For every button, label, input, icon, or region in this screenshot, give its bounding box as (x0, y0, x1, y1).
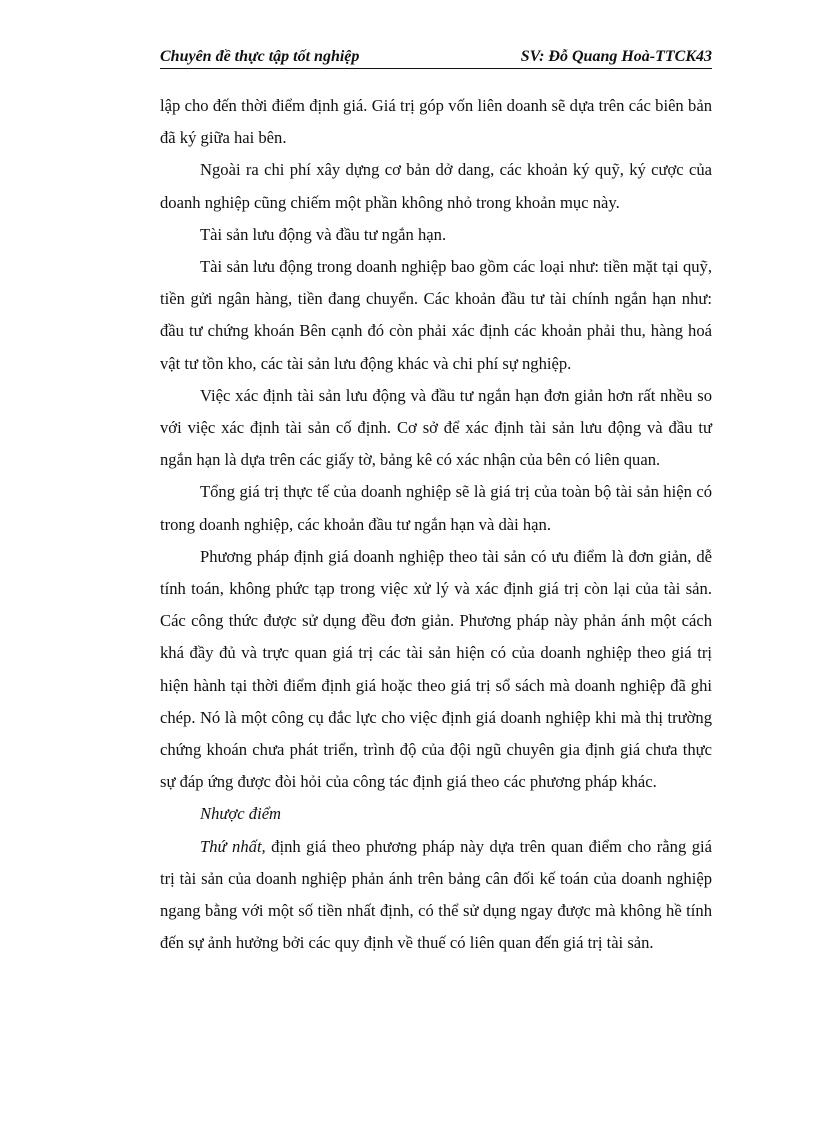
paragraph: Ngoài ra chi phí xây dựng cơ bản dở dang, các khoản ký quỹ, ký cược của doanh nghiệp cũng chiếm một phần không nhỏ trong khoản mục này. (160, 160, 712, 212)
header-student-name: SV: Đỗ Quang Hoà-TTCK43 (520, 48, 712, 65)
header-rule (160, 68, 712, 69)
paragraph: Tổng giá trị thực tế của doanh nghiệp sẽ là giá trị của toàn bộ tài sản hiện có trong doanh nghiệp, các khoản đầu tư ngắn hạn và dài hạn. (160, 482, 712, 534)
paragraph (160, 831, 712, 960)
paragraph: Phương pháp định giá doanh nghiệp theo tài sản có ưu điểm là đơn giản, dễ tính toán, không phức tạp trong việc xử lý và xác định giá trị còn lại của tài sản. Các công thức được sử dụng đều đơn giản. Phương pháp này phản ánh một cách khá đầy đủ và trực quan giá trị các tài sản hiện có của doanh nghiệp theo giá trị hiện hành tại thời điểm định giá hoặc theo giá trị sổ sách mà doanh nghiệp đã ghi chép. Nó là một công cụ đắc lực cho việc định giá doanh nghiệp khi mà thị trường chứng khoán chưa phát triển, trình độ của đội ngũ chuyên gia định giá chưa thực sự đáp ứng được đòi hỏi của công tác định giá theo các phương pháp khác. (160, 546, 712, 792)
page-header (160, 44, 712, 70)
paragraph-text: định giá theo phương pháp này dựa trên quan điểm cho rằng giá trị tài sản của doanh nghiệp phản ánh trên bảng cân đối kế toán của doanh nghiệp ngang bằng với một số tiền nhất định, có thể sử dụng ngay được mà không hề tính đến sự ảnh hưởng bởi các quy định về thuế có liên quan đến giá trị tài sản. (160, 836, 712, 953)
subheading-disadvantages: Nhược điểm (200, 804, 282, 824)
paragraph-continuation: lập cho đến thời điểm định giá. Giá trị góp vốn liên doanh sẽ dựa trên các biên bản đã ký giữa hai bên. (160, 96, 712, 148)
paragraph: Tài sản lưu động trong doanh nghiệp bao gồm các loại như: tiền mặt tại quỹ, tiền gửi ngân hàng, tiền đang chuyển. Các khoản đầu tư tài chính ngắn hạn như: đầu tư chứng khoán Bên cạnh đó còn phải xác định các khoản phải thu, hàng hoá vật tư tồn kho, các tài sản lưu động khác và chi phí sự nghiệp. (160, 257, 712, 373)
paragraph: Việc xác định tài sản lưu động và đầu tư ngắn hạn đơn giản hơn rất nhều so với việc xác định tài sản cố định. Cơ sở để xác định tài sản lưu động và đầu tư ngắn hạn là dựa trên các giấy tờ, bảng kê có xác nhận của bên có liên quan. (160, 385, 712, 470)
header-course-title: Chuyên đề thực tập tốt nghiệp (160, 48, 360, 65)
section-heading: Tài sản lưu động và đầu tư ngắn hạn. (200, 224, 447, 244)
lead-phrase: Thứ nhất, (200, 836, 266, 856)
body-text (160, 90, 712, 959)
